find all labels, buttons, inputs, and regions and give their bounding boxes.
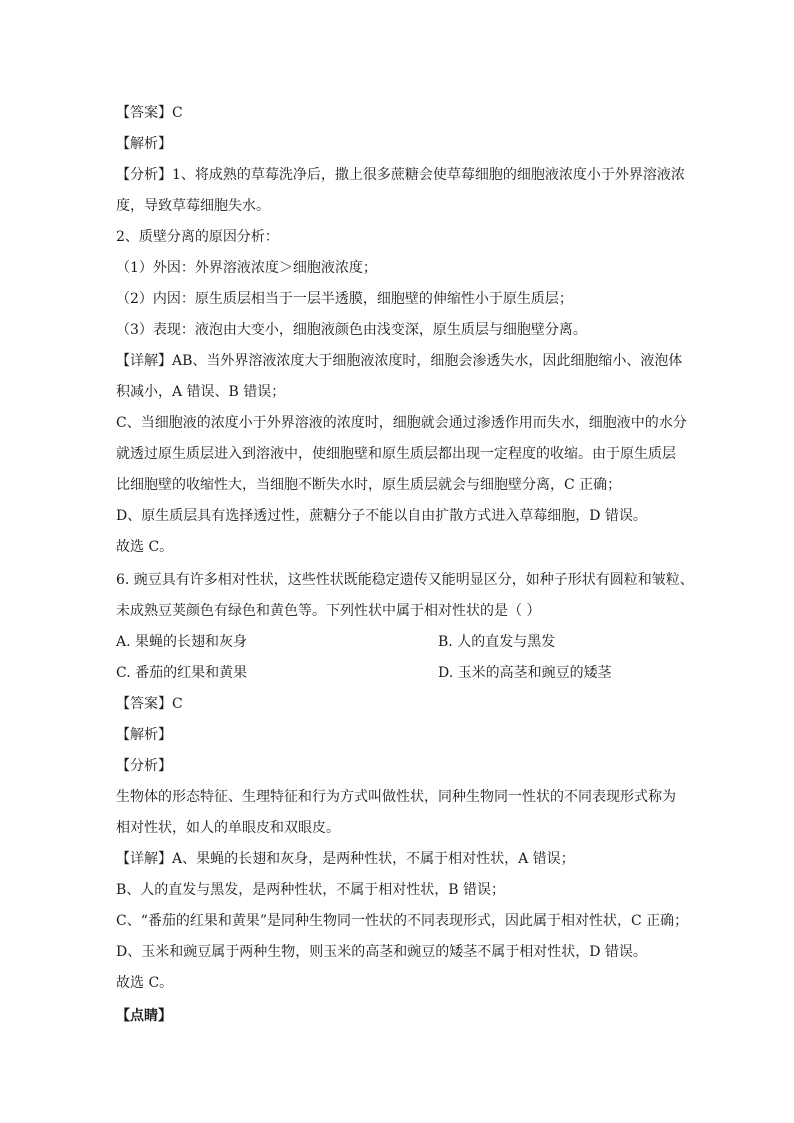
q6-analysis-tag: 【解析】: [116, 727, 172, 743]
q6-choose: 故选 C。: [116, 975, 174, 991]
q6-stem-line1: 6. 豌豆具有许多相对性状，这些性状既能稳定遗传又能明显区分，如种子形状有圆粒和皱粒、: [116, 572, 694, 588]
q6-fenxi-2: 相对性状，如人的单眼皮和双眼皮。: [116, 820, 340, 836]
q6-fenxi-tag: 【分析】: [116, 758, 172, 774]
q6-fenxi-1: 生物体的形态特征、生理特征和行为方式叫做性状，同种生物同一性状的不同表现形式称为: [116, 789, 676, 805]
q5-detail-1b: 积减小，A 错误、B 错误；: [116, 384, 286, 400]
q6-detail-a: 【详解】A、果蝇的长翅和灰身，是两种性状，不属于相对性状，A 错误；: [116, 851, 575, 867]
q5-answer: 【答案】C: [116, 105, 183, 121]
q6-dianjing-tag: 【点睛】: [116, 1008, 172, 1024]
q6-option-d: D. 玉米的高茎和豌豆的矮茎: [438, 665, 612, 681]
q6-detail-c: C、“番茄的红果和黄果”是同种生物同一性状的不同表现形式，因此属于相对性状，C 正确；: [116, 913, 689, 929]
q5-reason-2: （2）内因：原生质层相当于一层半透膜，细胞壁的伸缩性小于原生质层；: [116, 291, 573, 307]
q6-option-a: A. 果蝇的长翅和灰身: [116, 634, 248, 650]
q6-answer: 【答案】C: [116, 696, 183, 712]
q5-analysis-tag: 【解析】: [116, 136, 172, 152]
q6-stem-line2: 未成熟豆荚颜色有绿色和黄色等。下列性状中属于相对性状的是（ ）: [116, 603, 541, 619]
q6-detail-d: D、玉米和豌豆属于两种生物，则玉米的高茎和豌豆的矮茎不属于相对性状，D 错误。: [116, 944, 647, 960]
q5-fenxi-line1: 【分析】1、将成熟的草莓洗净后，撒上很多蔗糖会使草莓细胞的细胞液浓度小于外界溶液浓: [116, 167, 685, 183]
q6-option-b: B. 人的直发与黑发: [438, 634, 556, 650]
q5-choose: 故选 C。: [116, 539, 174, 555]
q5-reason-3: （3）表现：液泡由大变小，细胞液颜色由浅变深，原生质层与细胞壁分离。: [116, 322, 587, 338]
q5-detail-2c: 比细胞壁的收缩性大，当细胞不断失水时，原生质层就会与细胞壁分离，C 正确；: [116, 477, 622, 493]
q5-detail-2b: 就透过原生质层进入到溶液中，使细胞壁和原生质层都出现一定程度的收缩。由于原生质层: [116, 446, 676, 462]
q6-option-c: C. 番茄的红果和黄果: [116, 665, 248, 681]
q5-reason-1: （1）外因：外界溶液浓度＞细胞液浓度；: [116, 260, 377, 276]
q5-reason-title: 2、质壁分离的原因分析：: [116, 229, 279, 245]
q6-detail-b: B、人的直发与黑发，是两种性状，不属于相对性状，B 错误；: [116, 882, 506, 898]
q5-detail-2a: C、当细胞液的浓度小于外界溶液的浓度时，细胞就会通过渗透作用而失水，细胞液中的水分: [116, 415, 687, 431]
q5-detail-1a: 【详解】AB、当外界溶液浓度大于细胞液浓度时，细胞会渗透失水，因此细胞缩小、液泡体: [116, 353, 683, 369]
q5-fenxi-line2: 度，导致草莓细胞失水。: [116, 198, 270, 214]
q5-detail-3: D、原生质层具有选择透过性，蔗糖分子不能以自由扩散方式进入草莓细胞，D 错误。: [116, 508, 647, 524]
